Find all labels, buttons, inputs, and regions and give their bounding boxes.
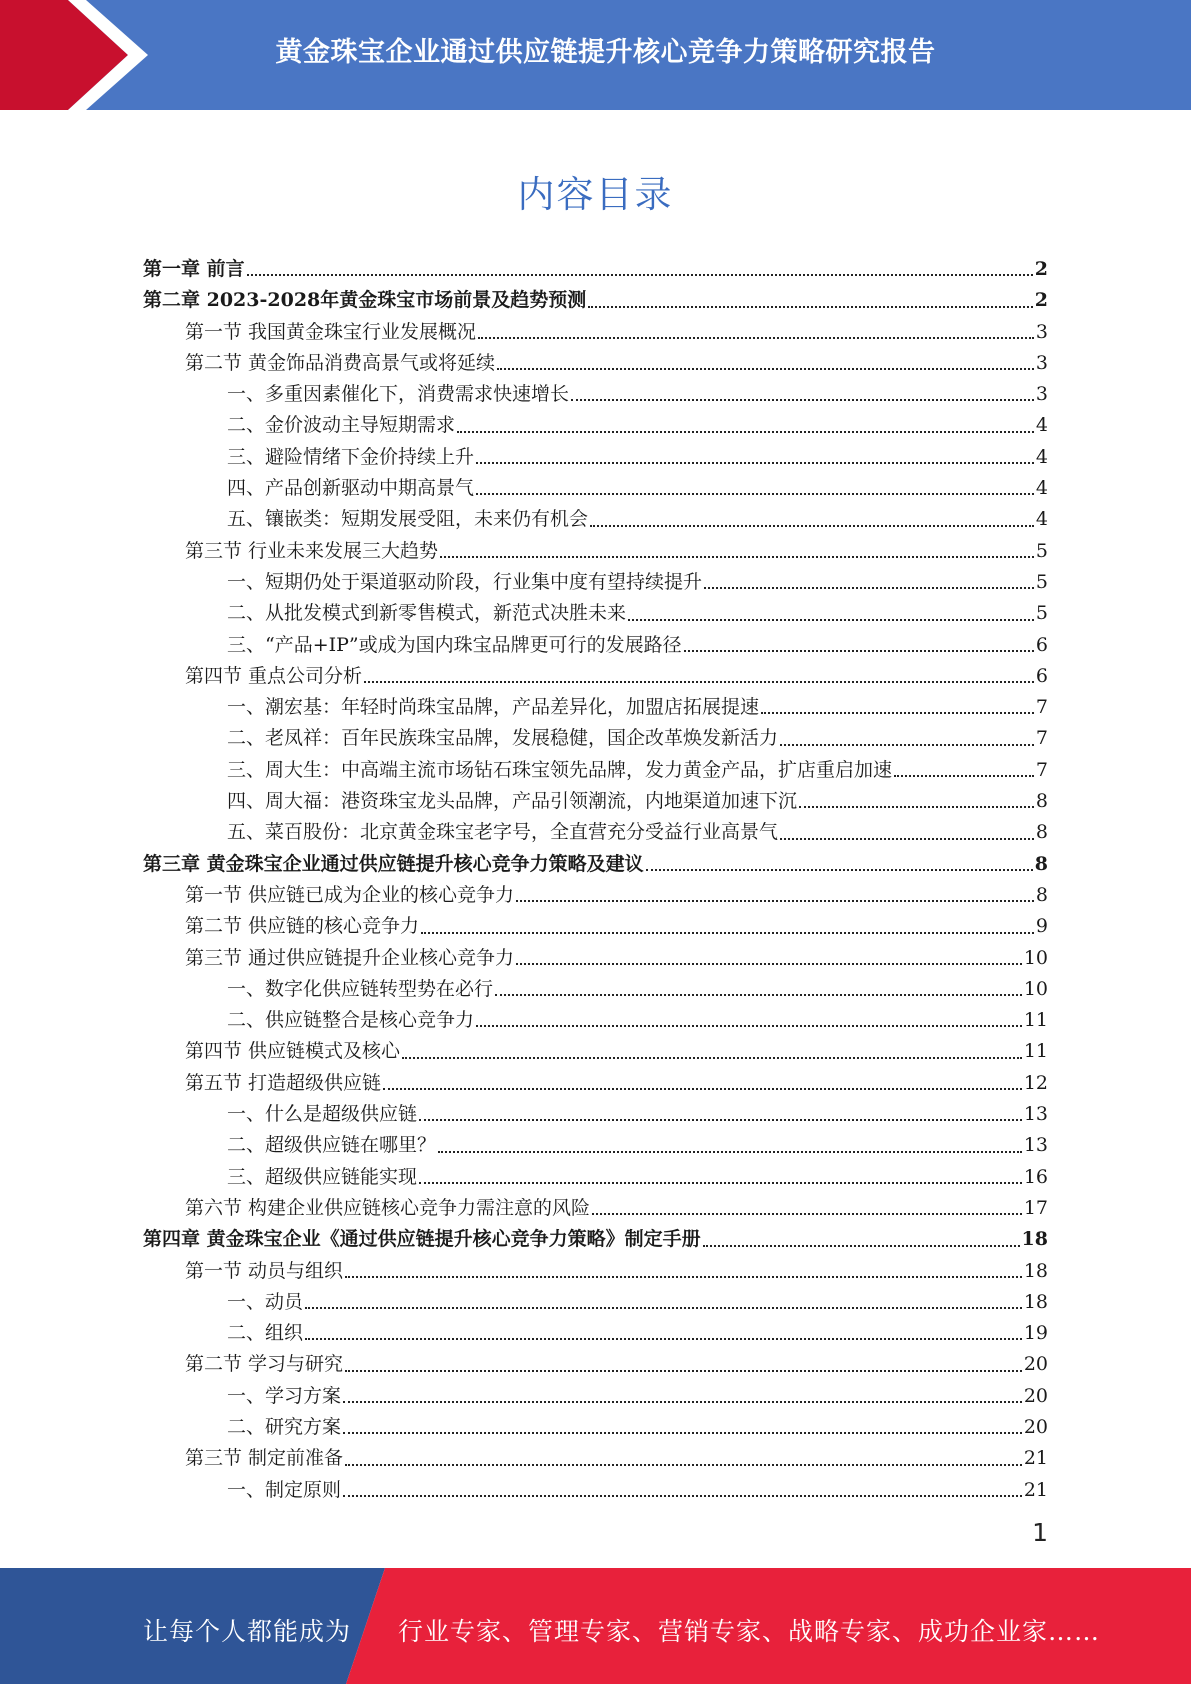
toc-entry-page: 3 bbox=[1035, 320, 1048, 343]
toc-entry-title: 一、制定原则 bbox=[227, 1478, 342, 1501]
toc-entry[interactable] bbox=[143, 911, 1048, 942]
toc-entry-page: 2 bbox=[1034, 289, 1048, 312]
dot-leader bbox=[419, 1181, 1022, 1184]
toc-entry-page: 7 bbox=[1035, 696, 1048, 719]
dot-leader bbox=[457, 430, 1034, 433]
toc-entry-title: 第四节 供应链模式及核心 bbox=[185, 1040, 401, 1063]
footer-slogan-left: 让每个人都能成为 bbox=[143, 1617, 352, 1646]
toc-entry-page: 8 bbox=[1035, 883, 1048, 906]
toc-entry-title: 第一章 前言 bbox=[143, 258, 245, 280]
dot-leader bbox=[704, 586, 1034, 589]
toc-entry-page: 6 bbox=[1035, 664, 1048, 687]
toc-entry-page: 8 bbox=[1035, 821, 1048, 844]
toc-entry-page: 13 bbox=[1023, 1103, 1048, 1126]
toc-entry[interactable] bbox=[143, 1036, 1048, 1067]
toc-entry[interactable] bbox=[143, 1130, 1048, 1161]
toc-entry-title: 一、多重因素催化下，消费需求快速增长 bbox=[227, 383, 570, 406]
dot-leader bbox=[247, 273, 1033, 276]
toc-entry[interactable] bbox=[143, 536, 1048, 567]
toc-entry-title: 二、超级供应链在哪里？ bbox=[227, 1134, 437, 1157]
toc-entry-title: 第二节 黄金饰品消费高景气或将延续 bbox=[185, 351, 496, 374]
toc-entry-title: 第三节 制定前准备 bbox=[185, 1447, 344, 1470]
toc-entry[interactable] bbox=[143, 849, 1048, 880]
dot-leader bbox=[476, 461, 1034, 464]
toc-entry[interactable] bbox=[143, 1162, 1048, 1193]
toc-entry[interactable] bbox=[143, 442, 1048, 473]
dot-leader bbox=[516, 899, 1034, 902]
dot-leader bbox=[305, 1306, 1022, 1309]
toc-entry-page: 2 bbox=[1034, 258, 1048, 280]
dot-leader bbox=[780, 743, 1034, 746]
toc-entry[interactable] bbox=[143, 1412, 1048, 1443]
toc-entry[interactable] bbox=[143, 630, 1048, 661]
toc-entry-title: 二、从批发模式到新零售模式，新范式决胜未来 bbox=[227, 602, 627, 625]
toc-entry-title: 第三节 通过供应链提升企业核心竞争力 bbox=[185, 946, 515, 969]
toc-entry[interactable] bbox=[143, 692, 1048, 723]
dot-leader bbox=[590, 524, 1034, 527]
toc-entry-title: 第六节 构建企业供应链核心竞争力需注意的风险 bbox=[185, 1196, 591, 1219]
toc-entry[interactable] bbox=[143, 598, 1048, 629]
toc-entry-title: 第二节 供应链的核心竞争力 bbox=[185, 915, 420, 938]
toc-entry-title: 二、金价波动主导短期需求 bbox=[227, 414, 456, 437]
dot-leader bbox=[592, 1212, 1022, 1215]
dot-leader bbox=[343, 1431, 1022, 1434]
dot-leader bbox=[478, 336, 1034, 339]
toc-entry-page: 3 bbox=[1035, 351, 1048, 374]
dot-leader bbox=[497, 367, 1034, 370]
dot-leader bbox=[495, 993, 1022, 996]
toc-entry-title: 一、短期仍处于渠道驱动阶段，行业集中度有望持续提升 bbox=[227, 570, 703, 593]
toc-entry-title: 第五节 打造超级供应链 bbox=[185, 1071, 382, 1094]
dot-leader bbox=[476, 492, 1034, 495]
toc-entry-title: 一、数字化供应链转型势在必行 bbox=[227, 977, 494, 1000]
toc-entry[interactable] bbox=[143, 943, 1048, 974]
toc-entry[interactable] bbox=[143, 817, 1048, 848]
toc-entry-page: 4 bbox=[1035, 508, 1048, 531]
toc-entry-title: 五、菜百股份：北京黄金珠宝老字号，全直营充分受益行业高景气 bbox=[227, 821, 779, 844]
toc-entry-title: 二、供应链整合是核心竞争力 bbox=[227, 1009, 475, 1032]
toc-entry-page: 12 bbox=[1023, 1071, 1048, 1094]
toc-entry-page: 21 bbox=[1023, 1478, 1048, 1501]
toc-entry-title: 二、研究方案 bbox=[227, 1415, 342, 1438]
toc-entry-page: 19 bbox=[1023, 1322, 1048, 1345]
toc-entry-title: 第三章 黄金珠宝企业通过供应链提升核心竞争力策略及建议 bbox=[143, 852, 644, 875]
toc-entry-title: 二、老凤祥：百年民族珠宝品牌，发展稳健，国企改革焕发新活力 bbox=[227, 727, 779, 750]
footer-banner bbox=[0, 1568, 1191, 1684]
toc-entry-page: 20 bbox=[1023, 1384, 1048, 1407]
toc-entry-title: 四、产品创新驱动中期高景气 bbox=[227, 477, 475, 500]
toc-entry[interactable] bbox=[143, 1256, 1048, 1287]
dot-leader bbox=[343, 1400, 1022, 1403]
dot-leader bbox=[571, 398, 1034, 401]
toc-entry[interactable] bbox=[143, 254, 1048, 285]
dot-leader bbox=[780, 837, 1034, 840]
toc-entry-page: 13 bbox=[1023, 1134, 1048, 1157]
toc-entry[interactable] bbox=[143, 348, 1048, 379]
toc-entry[interactable] bbox=[143, 1193, 1048, 1224]
toc-entry-page: 8 bbox=[1034, 852, 1048, 875]
toc-entry-title: 三、“产品+IP”或成为国内珠宝品牌更可行的发展路径 bbox=[227, 633, 682, 656]
dot-leader bbox=[345, 1369, 1022, 1372]
toc-heading: 内容目录 bbox=[517, 173, 674, 216]
toc-entry[interactable] bbox=[143, 1068, 1048, 1099]
toc-entry-title: 一、潮宏基：年轻时尚珠宝品牌，产品差异化，加盟店拓展提速 bbox=[227, 696, 760, 719]
toc-entry-page: 10 bbox=[1023, 946, 1048, 969]
toc-entry-page: 5 bbox=[1035, 570, 1048, 593]
toc-entry-title: 第四节 重点公司分析 bbox=[185, 664, 363, 687]
toc-entry-title: 四、周大福：港资珠宝龙头品牌，产品引领潮流，内地渠道加速下沉 bbox=[227, 790, 798, 813]
toc-entry[interactable] bbox=[143, 379, 1048, 410]
toc-entry-page: 18 bbox=[1021, 1228, 1048, 1251]
toc-entry[interactable] bbox=[143, 755, 1048, 786]
toc-entry-page: 7 bbox=[1035, 727, 1048, 750]
toc-entry[interactable] bbox=[143, 1287, 1048, 1318]
toc-entry-page: 10 bbox=[1023, 977, 1048, 1000]
toc-entry[interactable] bbox=[143, 504, 1048, 535]
toc-entry-page: 20 bbox=[1023, 1353, 1048, 1376]
toc-entry-title: 一、什么是超级供应链 bbox=[227, 1103, 418, 1126]
dot-leader bbox=[588, 305, 1033, 308]
toc-entry-title: 三、超级供应链能实现 bbox=[227, 1165, 418, 1188]
toc-entry-title: 二、组织 bbox=[227, 1322, 304, 1345]
dot-leader bbox=[345, 1463, 1022, 1466]
toc-entry[interactable] bbox=[143, 410, 1048, 441]
dot-leader bbox=[628, 618, 1034, 621]
dot-leader bbox=[476, 1024, 1022, 1027]
toc-entry-page: 9 bbox=[1035, 915, 1048, 938]
toc-entry-title: 第一节 我国黄金珠宝行业发展概况 bbox=[185, 320, 477, 343]
toc-entry-page: 18 bbox=[1023, 1290, 1048, 1313]
dot-leader bbox=[703, 1244, 1020, 1247]
dot-leader bbox=[894, 774, 1034, 777]
toc-entry[interactable] bbox=[143, 285, 1048, 316]
toc-entry-page: 4 bbox=[1035, 477, 1048, 500]
toc-entry-title: 第二节 学习与研究 bbox=[185, 1353, 344, 1376]
dot-leader bbox=[761, 711, 1034, 714]
dot-leader bbox=[383, 1087, 1022, 1090]
dot-leader bbox=[516, 962, 1022, 965]
toc-entry-title: 一、学习方案 bbox=[227, 1384, 342, 1407]
report-title: 黄金珠宝企业通过供应链提升核心竞争力策略研究报告 bbox=[275, 37, 936, 68]
toc-entry-page: 5 bbox=[1035, 602, 1048, 625]
dot-leader bbox=[646, 868, 1033, 871]
toc-entry-title: 第一节 动员与组织 bbox=[185, 1259, 344, 1282]
dot-leader bbox=[402, 1056, 1022, 1059]
toc-entry[interactable] bbox=[143, 1349, 1048, 1380]
toc-entry-title: 五、镶嵌类：短期发展受阻，未来仍有机会 bbox=[227, 508, 589, 531]
dot-leader bbox=[419, 1118, 1022, 1121]
toc-entry-page: 16 bbox=[1023, 1165, 1048, 1188]
toc-entry-page: 4 bbox=[1035, 445, 1048, 468]
toc-entry-title: 三、周大生：中高端主流市场钻石珠宝领先品牌，发力黄金产品，扩店重启加速 bbox=[227, 758, 893, 781]
dot-leader bbox=[343, 1494, 1022, 1497]
toc-entry[interactable] bbox=[143, 786, 1048, 817]
toc-entry[interactable] bbox=[143, 1443, 1048, 1474]
toc-entry-page: 4 bbox=[1035, 414, 1048, 437]
dot-leader bbox=[345, 1275, 1022, 1278]
toc-entry-title: 第一节 供应链已成为企业的核心竞争力 bbox=[185, 883, 515, 906]
toc-entry[interactable] bbox=[143, 661, 1048, 692]
toc-entry[interactable] bbox=[143, 567, 1048, 598]
toc-entry[interactable] bbox=[143, 317, 1048, 348]
toc-entry-page: 18 bbox=[1023, 1259, 1048, 1282]
header-banner bbox=[0, 0, 1191, 110]
dot-leader bbox=[799, 805, 1034, 808]
toc-entry-page: 11 bbox=[1023, 1040, 1048, 1063]
toc-entry[interactable] bbox=[143, 1381, 1048, 1412]
toc-entry-page: 21 bbox=[1023, 1447, 1048, 1470]
toc-entry-page: 8 bbox=[1035, 790, 1048, 813]
table-of-contents bbox=[143, 254, 1048, 1506]
dot-leader bbox=[684, 649, 1034, 652]
toc-entry-page: 6 bbox=[1035, 633, 1048, 656]
toc-entry[interactable] bbox=[143, 974, 1048, 1005]
toc-entry[interactable] bbox=[143, 723, 1048, 754]
toc-entry[interactable] bbox=[143, 880, 1048, 911]
toc-entry-title: 一、动员 bbox=[227, 1290, 304, 1313]
toc-entry-title: 第二章 2023-2028年黄金珠宝市场前景及趋势预测 bbox=[143, 289, 587, 312]
page-number: 1 bbox=[1032, 1518, 1048, 1547]
toc-entry-page: 7 bbox=[1035, 758, 1048, 781]
toc-entry[interactable] bbox=[143, 473, 1048, 504]
toc-entry-page: 17 bbox=[1023, 1196, 1048, 1219]
dot-leader bbox=[305, 1337, 1022, 1340]
toc-entry-page: 20 bbox=[1023, 1415, 1048, 1438]
dot-leader bbox=[438, 1150, 1022, 1153]
toc-entry[interactable] bbox=[143, 1224, 1048, 1255]
toc-entry[interactable] bbox=[143, 1475, 1048, 1506]
toc-entry-page: 11 bbox=[1023, 1009, 1048, 1032]
toc-entry-page: 5 bbox=[1035, 539, 1048, 562]
dot-leader bbox=[440, 555, 1034, 558]
dot-leader bbox=[364, 680, 1034, 683]
toc-entry-title: 第四章 黄金珠宝企业《通过供应链提升核心竞争力策略》制定手册 bbox=[143, 1228, 701, 1251]
footer-slogan-right: 行业专家、管理专家、营销专家、战略专家、成功企业家…… bbox=[398, 1617, 1101, 1646]
toc-entry-title: 第三节 行业未来发展三大趋势 bbox=[185, 539, 439, 562]
toc-entry[interactable] bbox=[143, 1099, 1048, 1130]
toc-entry-title: 三、避险情绪下金价持续上升 bbox=[227, 445, 475, 468]
toc-entry[interactable] bbox=[143, 1318, 1048, 1349]
toc-entry[interactable] bbox=[143, 1005, 1048, 1036]
toc-entry-page: 3 bbox=[1035, 383, 1048, 406]
dot-leader bbox=[421, 931, 1034, 934]
